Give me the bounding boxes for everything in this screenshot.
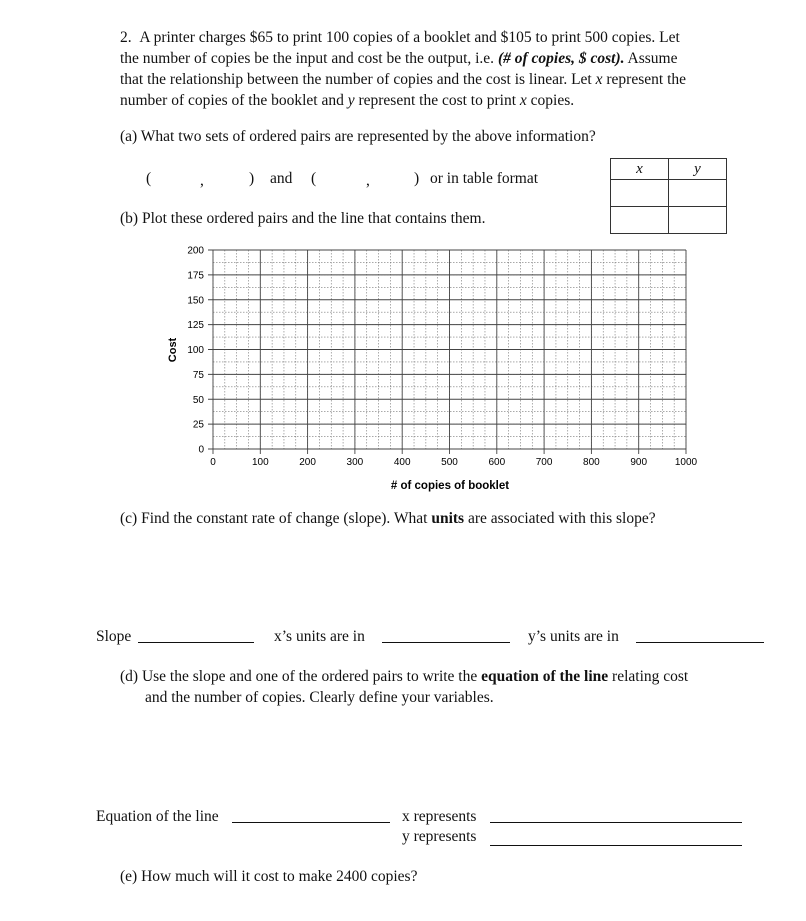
table-cell[interactable] (669, 207, 727, 234)
intro-line-2: the number of copies be the input and cost be the output, i.e. (120, 50, 498, 67)
x-tick-label: 300 (346, 457, 364, 468)
y-tick-label: 0 (198, 444, 204, 456)
slope-label: Slope (96, 628, 132, 645)
part-c-text: (c) Find the constant rate of change (slope). What (120, 510, 432, 527)
intro-line-2-end: Assume (624, 50, 678, 67)
part-d-text: (d) Use the slope and one of the ordered pairs to write the (120, 668, 482, 685)
pair1-close: ) (249, 170, 255, 187)
intro-line-3-end: represent the (602, 71, 687, 88)
x-tick-label: 600 (488, 457, 506, 468)
cost-graph[interactable] (150, 238, 710, 500)
var-x: x (595, 71, 603, 88)
x-tick-label: 100 (251, 457, 269, 468)
part-d-question (120, 666, 688, 708)
x-tick-label: 500 (441, 457, 458, 468)
x-units-label: x’s units are in (274, 628, 365, 645)
equation-blank[interactable] (232, 822, 390, 823)
part-c-question (120, 508, 656, 529)
equation-label: Equation of the line (96, 808, 219, 825)
y-tick-label: 125 (187, 320, 204, 332)
major-grid (208, 250, 686, 454)
part-d-text-end: relating cost (608, 668, 689, 685)
y-tick-label: 100 (187, 345, 204, 356)
y-units-label: y’s units are in (528, 628, 619, 645)
y-tick-label: 175 (187, 270, 204, 282)
var-x-2: x (519, 92, 527, 109)
equation-bold: equation of the line (481, 668, 609, 685)
slope-blank[interactable] (138, 642, 254, 643)
table-cell[interactable] (611, 180, 669, 207)
part-b-question: (b) Plot these ordered pairs and the line that contains them. (120, 210, 486, 227)
y-tick-label: 50 (192, 394, 204, 406)
y-tick-label: 25 (192, 419, 204, 431)
table-cell[interactable] (611, 207, 669, 234)
intro-line-4-end: copies. (526, 92, 575, 109)
units-bold: units (431, 510, 465, 527)
intro-line-4: number of copies of the booklet and (120, 92, 348, 109)
part-d-line-2: and the number of copies. Clearly define your variables. (145, 689, 494, 706)
ordered-pair-definition: (# of copies, $ cost). (497, 50, 625, 67)
y-tick-label: 150 (187, 295, 204, 307)
part-e-question: (e) How much will it cost to make 2400 copies? (120, 868, 418, 885)
x-tick-labels (210, 457, 697, 468)
table-format-text: or in table format (430, 170, 539, 187)
table-header-x: x (611, 159, 669, 180)
y-units-blank[interactable] (636, 642, 764, 643)
part-a-question: (a) What two sets of ordered pairs are represented by the above information? (120, 128, 596, 145)
xy-table (610, 158, 727, 234)
y-tick-label: 75 (192, 369, 204, 381)
x-tick-label: 200 (299, 457, 316, 468)
part-c-text-end: are associated with this slope? (464, 510, 656, 527)
y-axis-label: Cost (167, 337, 179, 363)
var-y: y (347, 92, 355, 109)
intro-line-1: A printer charges $65 to print 100 copies of a booklet and $105 to print 500 copies. Let (139, 29, 680, 46)
problem-intro (120, 27, 770, 111)
y-represents-blank[interactable] (490, 845, 742, 846)
x-represents-label: x represents (402, 808, 477, 825)
x-axis-label: # of copies of booklet (390, 480, 510, 492)
x-tick-label: 0 (210, 457, 216, 468)
y-tick-labels (187, 246, 204, 456)
x-tick-label: 700 (535, 457, 553, 468)
table-cell[interactable] (669, 180, 727, 207)
y-tick-label: 200 (187, 245, 204, 257)
table-header-y: y (669, 159, 727, 180)
problem-number: 2. (120, 29, 132, 46)
pair1-comma: , (200, 172, 204, 189)
x-tick-label: 400 (393, 457, 411, 468)
intro-line-3: that the relationship between the number of copies and the cost is linear. Let (120, 71, 596, 88)
pair1-open: ( (146, 170, 152, 187)
x-units-blank[interactable] (382, 642, 510, 643)
pair2-comma: , (366, 172, 370, 189)
x-represents-blank[interactable] (490, 822, 742, 823)
and-text: and (270, 170, 293, 187)
x-tick-label: 900 (630, 457, 648, 468)
x-tick-label: 800 (583, 457, 600, 468)
x-tick-label: 1000 (674, 457, 698, 468)
intro-line-4-mid: represent the cost to print (354, 92, 520, 109)
pair2-open: ( (311, 170, 317, 187)
y-represents-label: y represents (402, 828, 477, 845)
pair2-close: ) (414, 170, 420, 187)
